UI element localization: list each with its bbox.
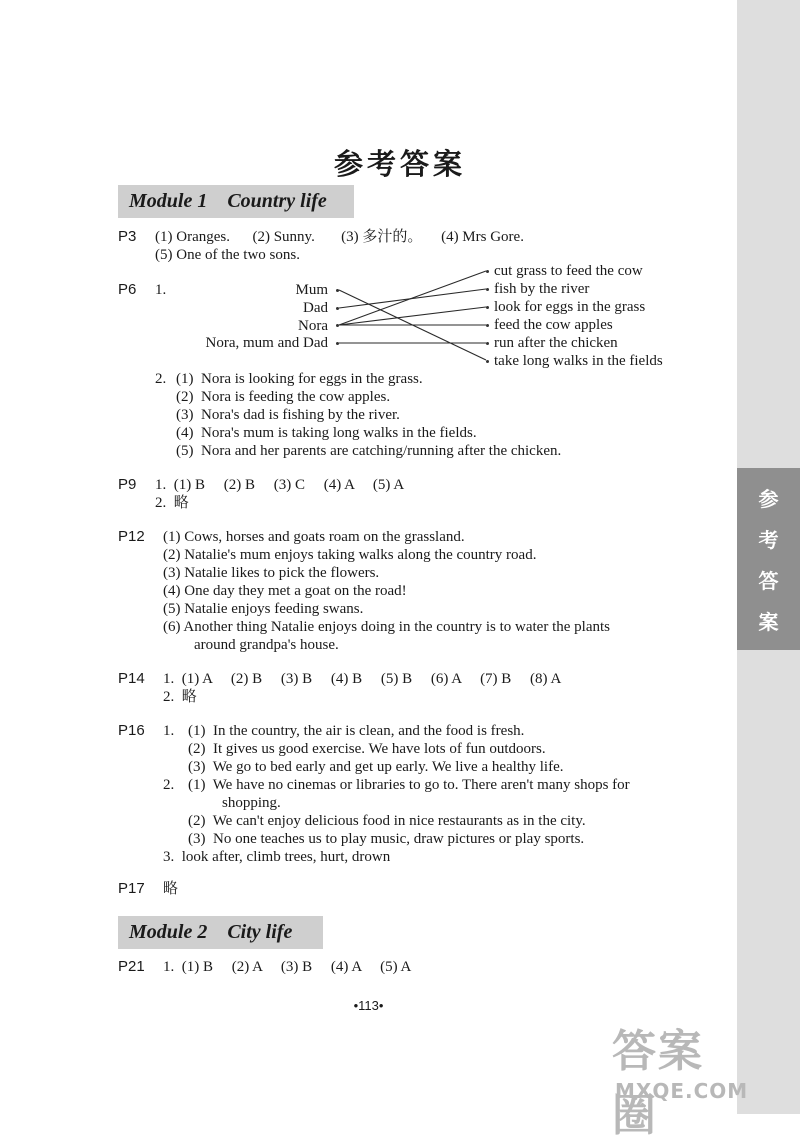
match-left-dad: Dad [303,300,328,316]
p12-answer-continuation: around grandpa's house. [194,637,339,653]
p21-line-1: 1. (1) B (2) A (3) B (4) A (5) A [163,959,412,975]
module-1-banner: Module 1 Country life [118,185,354,218]
side-tab-char: 考 [758,528,779,552]
p21-label: P21 [118,958,145,975]
p16-q2-answer: (2) We can't enjoy delicious food in nice restaurants as in the city. [188,813,586,829]
p6-q2-answer: (4) Nora's mum is taking long walks in the fields. [176,425,477,441]
p6-label: P6 [118,281,137,298]
match-right-item: feed the cow apples [494,317,613,333]
p3-line-1: (1) Oranges. (2) Sunny. (3) 多汁的。 (4) Mrs Gore. [155,229,524,245]
watermark-url: MXQE.COM [615,1079,749,1103]
match-right-item: cut grass to feed the cow [494,263,643,279]
page-title: 参考答案 [333,147,466,181]
p9-line-2: 2. 略 [155,495,189,511]
p16-q1-answer: (3) We go to bed early and get up early. We live a healthy life. [188,759,564,775]
p14-label: P14 [118,670,145,687]
watermark-text: 答案圈 [612,1026,704,1141]
p16-q2-answer-continuation: shopping. [222,795,281,811]
p16-q1-answer: (2) It gives us good exercise. We have lots of fun outdoors. [188,741,546,757]
p6-q2-answer: (5) Nora and her parents are catching/running after the chicken. [176,443,562,459]
match-right-item: fish by the river [494,281,590,297]
p17-label: P17 [118,880,145,897]
p6-q2-answer: (2) Nora is feeding the cow apples. [176,389,391,405]
p6-q2-number: 2. [155,371,167,387]
match-left-family: Nora, mum and Dad [205,335,328,351]
match-right-item: look for eggs in the grass [494,299,646,315]
side-tab-char: 参 [758,487,779,511]
p12-answer: (6) Another thing Natalie enjoys doing in the country is to water the plants [163,619,610,635]
p14-line-1: 1. (1) A (2) B (3) B (4) B (5) B (6) A (7) B (8) A [163,671,562,687]
p3-line-2: (5) One of the two sons. [155,247,300,263]
p3-label: P3 [118,228,137,245]
p6-q2-answer: (3) Nora's dad is fishing by the river. [176,407,400,423]
p9-label: P9 [118,476,137,493]
p16-label: P16 [118,722,145,739]
side-tab-char: 案 [758,610,779,634]
p6-q2-answer: (1) Nora is looking for eggs in the grass. [176,371,423,387]
match-left-nora: Nora [298,318,328,334]
p17-answer: 略 [163,881,179,897]
p14-line-2: 2. 略 [163,689,197,705]
watermark-logo [600,1015,749,1141]
p16-q2-answer: (1) We have no cinemas or libraries to go to. There aren't many shops for [188,777,630,793]
match-right-item: take long walks in the fields [494,353,663,369]
p12-answer: (2) Natalie's mum enjoys taking walks along the country road. [163,547,537,563]
match-line [339,307,486,325]
p12-answer: (3) Natalie likes to pick the flowers. [163,565,380,581]
page-number: •113• [353,998,384,1013]
p9-line-1: 1. (1) B (2) B (3) C (4) A (5) A [155,477,405,493]
match-left-mum: Mum [295,282,328,298]
p12-label: P12 [118,528,145,545]
p12-answer: (4) One day they met a goat on the road! [163,583,407,599]
page-number-value: 113 [358,998,379,1013]
p16-q1-answer: (1) In the country, the air is clean, and the food is fresh. [188,723,525,739]
p16-q3-answer: 3. look after, climb trees, hurt, drown [163,849,391,865]
match-right-item: run after the chicken [494,335,618,351]
match-line [339,271,486,325]
side-tab-char: 答 [758,569,779,593]
p12-answer: (5) Natalie enjoys feeding swans. [163,601,364,617]
p12-answer: (1) Cows, horses and goats roam on the grassland. [163,529,465,545]
p16-q1-number: 1. [163,723,175,739]
module-2-banner: Module 2 City life [118,916,323,949]
p6-q1-number: 1. [155,282,167,298]
p16-q2-number: 2. [163,777,175,793]
p16-q2-answer: (3) No one teaches us to play music, draw pictures or play sports. [188,831,585,847]
